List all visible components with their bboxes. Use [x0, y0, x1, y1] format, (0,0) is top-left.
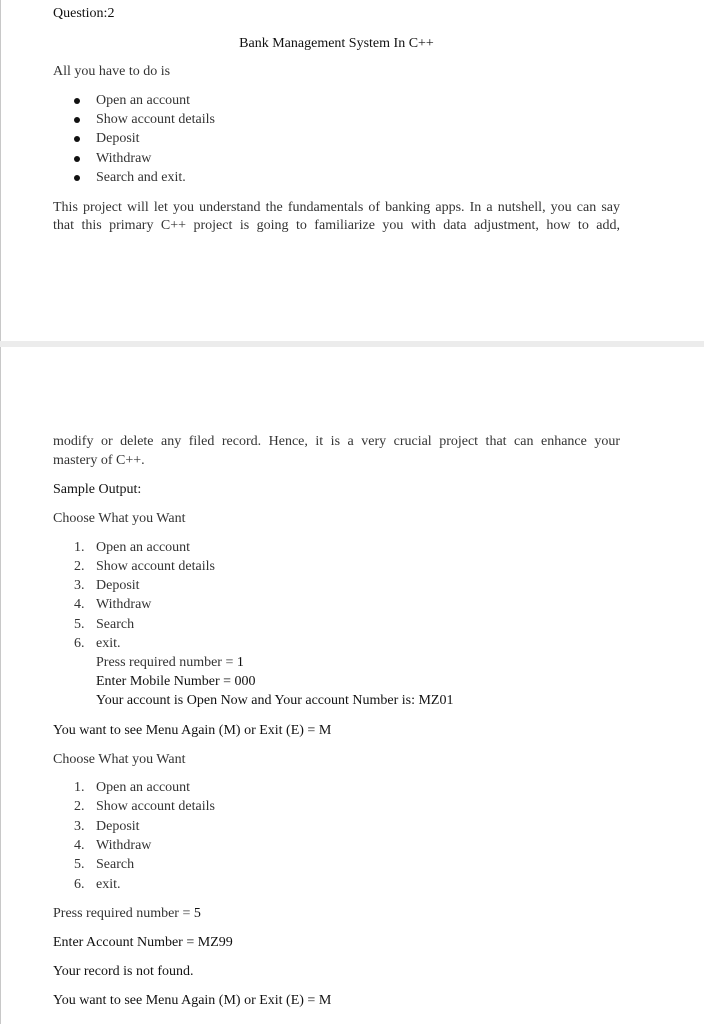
- menu-item: Deposit: [96, 578, 140, 593]
- bullet-icon: [74, 136, 80, 142]
- menu-number: 2.: [74, 799, 85, 814]
- press-label: Press required number =: [53, 906, 194, 921]
- task-item: Withdraw: [96, 151, 152, 166]
- menu-number: 3.: [74, 819, 85, 834]
- menu-number: 5.: [74, 857, 85, 872]
- press-value: 1: [236, 655, 244, 670]
- menu-number: 3.: [74, 578, 85, 593]
- paragraph-line: that this primary C++ project is going to familiarize you with data adjustment, how to add,: [53, 218, 620, 233]
- menu-number: 6.: [74, 877, 85, 892]
- press-label: Press required number =: [96, 655, 237, 670]
- paragraph-line: modify or delete any filed record. Hence, it is a very crucial project that can enhance your: [53, 434, 620, 449]
- sample-output-heading: Sample Output:: [53, 482, 142, 497]
- intro-text: All you have to do is: [53, 64, 171, 79]
- question-label: Question:2: [53, 6, 115, 21]
- bullet-icon: [74, 117, 80, 123]
- menu-item: Open an account: [96, 780, 191, 795]
- menu-number: 4.: [74, 838, 85, 853]
- account-open-line: Your account is Open Now and Your account Number is: MZ01: [96, 693, 454, 708]
- press-value: 5: [193, 906, 201, 921]
- menu-item: Withdraw: [96, 597, 152, 612]
- menu-item: Search: [96, 857, 135, 872]
- paragraph-line: mastery of C++.: [53, 453, 145, 468]
- menu-item: exit.: [96, 636, 121, 651]
- menu-item: exit.: [96, 877, 121, 892]
- bullet-icon: [74, 175, 80, 181]
- menu-item: Show account details: [96, 559, 215, 574]
- menu-number: 2.: [74, 559, 85, 574]
- bullet-icon: [74, 156, 80, 162]
- task-item: Show account details: [96, 112, 215, 127]
- menu-item: Deposit: [96, 819, 140, 834]
- menu-item: Show account details: [96, 799, 215, 814]
- menu-prompt: Choose What you Want: [53, 511, 186, 526]
- task-item: Search and exit.: [96, 170, 186, 185]
- task-item: Open an account: [96, 93, 191, 108]
- menu-number: 1.: [74, 540, 85, 555]
- record-not-found-line: Your record is not found.: [53, 964, 194, 979]
- document-title: Bank Management System In C++: [239, 36, 434, 51]
- menu-number: 1.: [74, 780, 85, 795]
- mobile-number-line: Enter Mobile Number = 000: [96, 674, 256, 689]
- document-page-2: [0, 347, 704, 1024]
- menu-item: Open an account: [96, 540, 191, 555]
- menu-item: Withdraw: [96, 838, 152, 853]
- menu-prompt: Choose What you Want: [53, 752, 186, 767]
- document-page-1: [0, 0, 704, 341]
- bullet-icon: [74, 98, 80, 104]
- task-item: Deposit: [96, 131, 140, 146]
- menu-item: Search: [96, 617, 135, 632]
- menu-number: 4.: [74, 597, 85, 612]
- press-number-line: [53, 905, 201, 923]
- menu-number: 6.: [74, 636, 85, 651]
- press-number-line: [96, 654, 244, 672]
- menu-number: 5.: [74, 617, 85, 632]
- paragraph-line: This project will let you understand the fundamentals of banking apps. In a nutshell, you can say: [53, 200, 620, 215]
- menu-again-line: You want to see Menu Again (M) or Exit (E) = M: [53, 993, 332, 1008]
- menu-again-line: You want to see Menu Again (M) or Exit (E) = M: [53, 723, 332, 738]
- account-number-line: Enter Account Number = MZ99: [53, 935, 233, 950]
